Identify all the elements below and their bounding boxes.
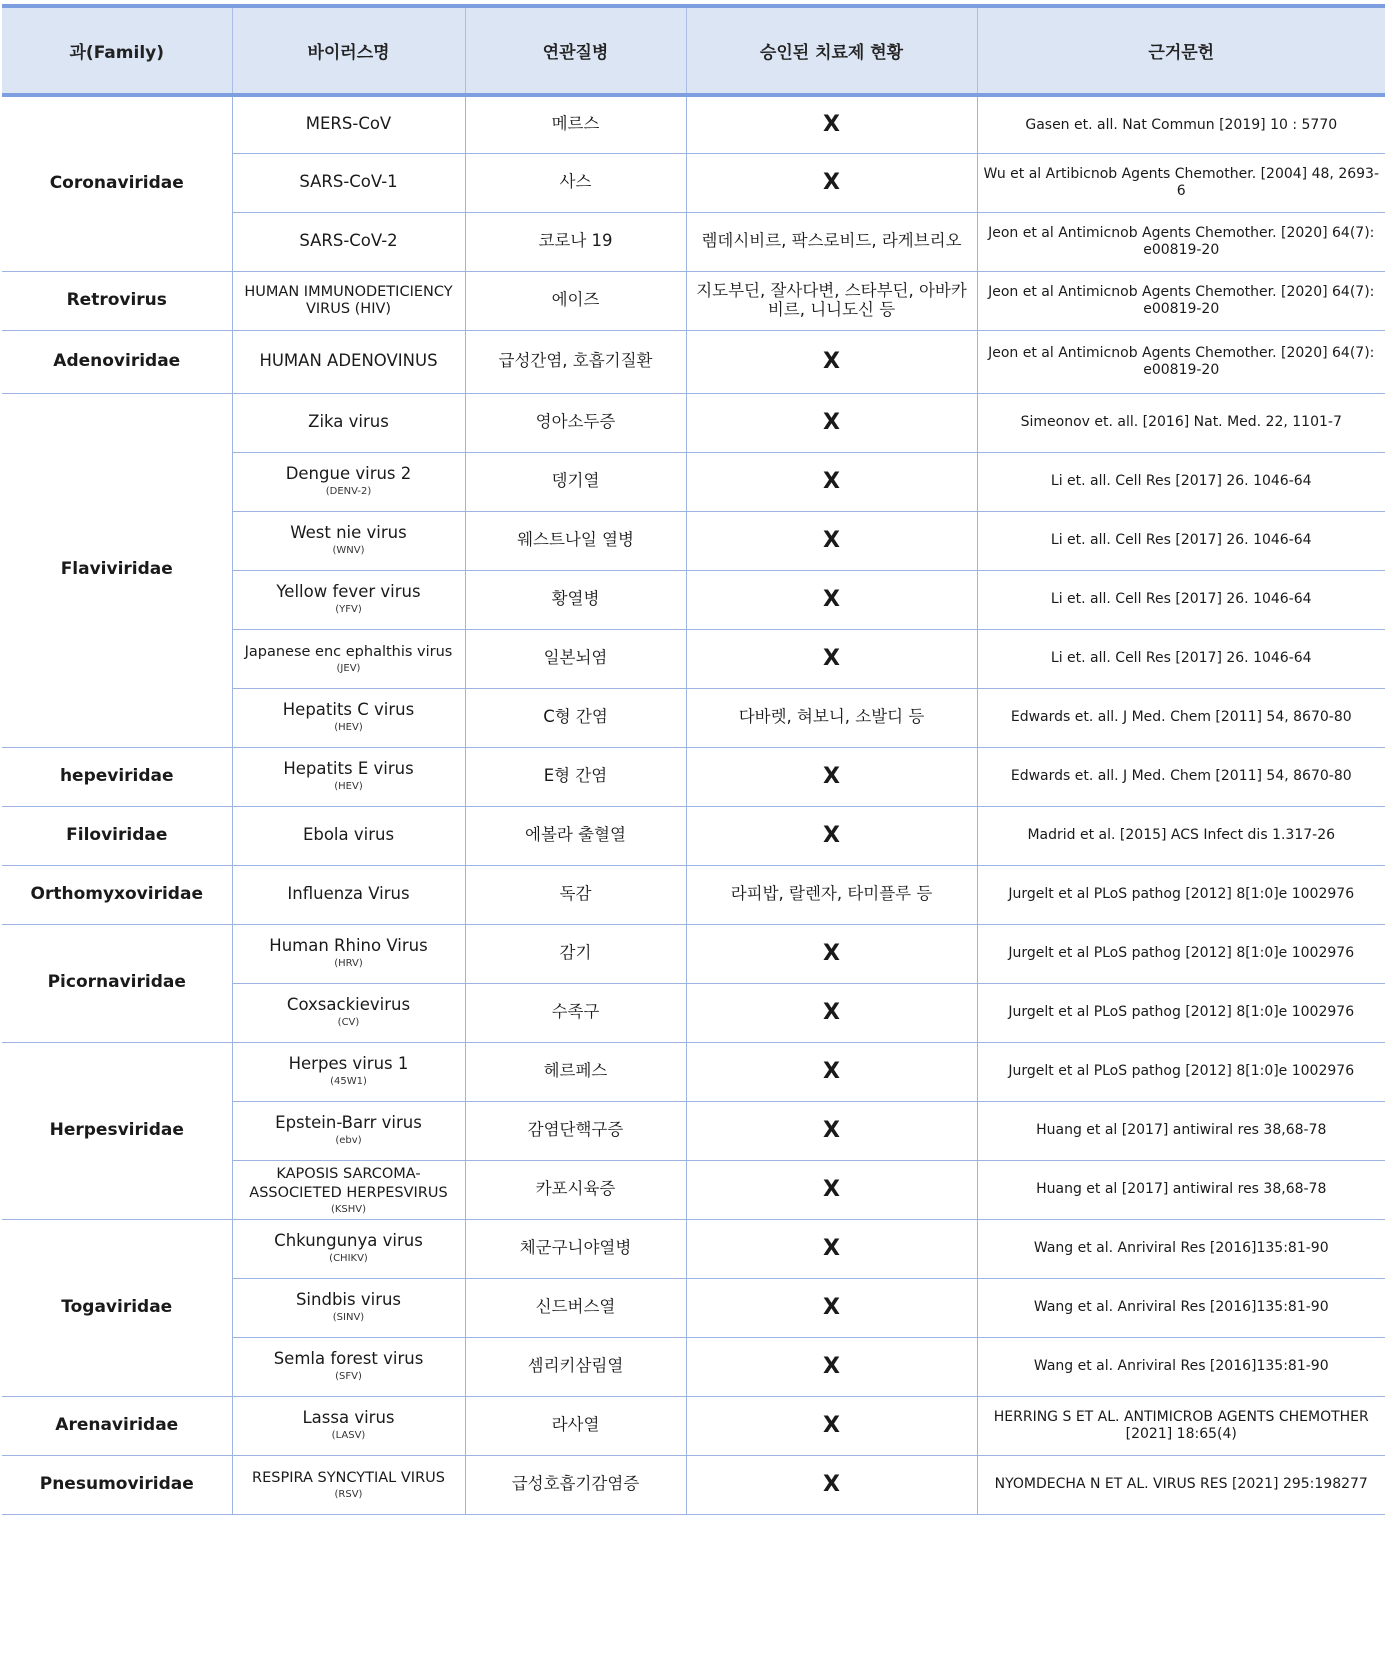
table-row [2,1396,1385,1455]
header-reference: 근거문헌 [977,6,1385,95]
virus-cell: HUMAN ADENOVINUS [232,330,465,393]
reference-cell: Gasen et. all. Nat Commun [2019] 10 : 5770 [977,95,1385,153]
treatment-cell [686,1219,977,1278]
not-approved-mark: X [823,586,840,612]
disease-cell: 에이즈 [465,271,686,330]
table-row [2,1219,1385,1278]
treatment-cell: 지도부딘, 잘사다변, 스타부딘, 아바카비르, 니니도신 등 [686,271,977,330]
family-cell: Togaviridae [2,1219,232,1396]
virus-name: KAPOSIS SARCOMA-ASSOCIETED HERPESVIRUS [249,1165,448,1201]
reference-cell: Wang et al. Anriviral Res [2016]135:81-90 [977,1278,1385,1337]
virus-cell [232,1278,465,1337]
disease-cell: 카포시육증 [465,1160,686,1219]
disease-cell: 체군구니야열병 [465,1219,686,1278]
reference-cell: Jurgelt et al PLoS pathog [2012] 8[1:0]e 1002976 [977,924,1385,983]
table-row [2,393,1385,452]
reference-cell: Huang et al [2017] antiwiral res 38,68-78 [977,1160,1385,1219]
family-cell: Flaviviridae [2,393,232,747]
disease-cell: 일본뇌염 [465,629,686,688]
virus-cell [232,1396,465,1455]
virus-cell [232,1160,465,1219]
treatment-cell [686,983,977,1042]
virus-abbr: (YFV) [335,604,362,616]
virus-cell: Ebola virus [232,806,465,865]
disease-cell: 황열병 [465,570,686,629]
treatment-cell [686,1278,977,1337]
virus-abbr: (SINV) [332,1312,365,1324]
virus-abbr: (SFV) [335,1371,362,1383]
not-approved-mark: X [823,822,840,848]
table-row [2,1455,1385,1514]
not-approved-mark: X [823,1235,840,1261]
virus-abbr: (KSHV) [330,1203,367,1215]
reference-cell: Wang et al. Anriviral Res [2016]135:81-90 [977,1337,1385,1396]
not-approved-mark: X [823,409,840,435]
reference-cell: Edwards et. all. J Med. Chem [2011] 54, 8670-80 [977,688,1385,747]
reference-cell: Jurgelt et al PLoS pathog [2012] 8[1:0]e 1002976 [977,1042,1385,1101]
virus-name: Chkungunya virus [274,1231,423,1251]
virus-abbr: (ebv) [335,1135,362,1147]
virus-abbr: (DENV-2) [325,486,372,498]
reference-cell: Huang et al [2017] antiwiral res 38,68-78 [977,1101,1385,1160]
virus-abbr: (WNV) [332,545,365,557]
virus-cell: Zika virus [232,393,465,452]
reference-cell: Madrid et al. [2015] ACS Infect dis 1.317-26 [977,806,1385,865]
family-cell: Orthomyxoviridae [2,865,232,924]
virus-name: Dengue virus 2 [285,464,412,484]
virus-name: Lassa virus [302,1408,395,1428]
virus-name: Yellow fever virus [276,582,421,602]
family-cell: Herpesviridae [2,1042,232,1219]
virus-abbr: (LASV) [331,1430,366,1442]
virus-table-container [2,4,1385,1515]
disease-cell: 셈리키삼림열 [465,1337,686,1396]
table-row [2,747,1385,806]
not-approved-mark: X [823,1176,840,1202]
not-approved-mark: X [823,468,840,494]
treatment-cell [686,1042,977,1101]
reference-cell: Jeon et al Antimicnob Agents Chemother. [2020] 64(7): e00819-20 [977,212,1385,271]
family-cell: Picornaviridae [2,924,232,1042]
treatment-cell [686,1101,977,1160]
disease-cell: 신드버스열 [465,1278,686,1337]
disease-cell: 수족구 [465,983,686,1042]
treatment-cell [686,570,977,629]
virus-abbr: (CHIKV) [329,1253,368,1265]
virus-cell [232,511,465,570]
family-cell: Filoviridae [2,806,232,865]
treatment-cell [686,747,977,806]
treatment-cell: 라피밥, 랄렌자, 타미플루 등 [686,865,977,924]
header-family: 과(Family) [2,6,232,95]
not-approved-mark: X [823,1294,840,1320]
family-cell: Retrovirus [2,271,232,330]
header-virus: 바이러스명 [232,6,465,95]
not-approved-mark: X [823,999,840,1025]
treatment-cell [686,511,977,570]
virus-cell: HUMAN IMMUNODETICIENCY VIRUS (HIV) [232,271,465,330]
family-cell: hepeviridae [2,747,232,806]
reference-cell: Jurgelt et al PLoS pathog [2012] 8[1:0]e 1002976 [977,865,1385,924]
virus-abbr: (HEV) [334,781,363,793]
disease-cell: 영아소두증 [465,393,686,452]
treatment-cell [686,1337,977,1396]
disease-cell: C형 간염 [465,688,686,747]
family-cell: Pnesumoviridae [2,1455,232,1514]
virus-name: Human Rhino Virus [269,936,428,956]
virus-cell [232,688,465,747]
table-row [2,924,1385,983]
virus-cell [232,570,465,629]
virus-cell: Influenza Virus [232,865,465,924]
treatment-cell [686,1160,977,1219]
reference-cell: Li et. all. Cell Res [2017] 26. 1046-64 [977,629,1385,688]
treatment-cell [686,629,977,688]
disease-cell: 급성호흡기감염증 [465,1455,686,1514]
not-approved-mark: X [823,1058,840,1084]
virus-name: Sindbis virus [295,1290,402,1310]
reference-cell: Wang et al. Anriviral Res [2016]135:81-90 [977,1219,1385,1278]
table-row [2,271,1385,330]
disease-cell: E형 간염 [465,747,686,806]
disease-cell: 헤르페스 [465,1042,686,1101]
virus-name: Coxsackievirus [286,995,411,1015]
not-approved-mark: X [823,763,840,789]
virus-cell [232,629,465,688]
table-row [2,1042,1385,1101]
virus-cell [232,1219,465,1278]
virus-name: Herpes virus 1 [288,1054,409,1074]
virus-cell [232,1101,465,1160]
not-approved-mark: X [823,1117,840,1143]
treatment-cell [686,393,977,452]
disease-cell: 웨스트나일 열병 [465,511,686,570]
treatment-cell: 렘데시비르, 팍스로비드, 라게브리오 [686,212,977,271]
disease-cell: 라사열 [465,1396,686,1455]
virus-cell [232,747,465,806]
not-approved-mark: X [823,940,840,966]
disease-cell: 메르스 [465,95,686,153]
header-treatment: 승인된 치료제 현황 [686,6,977,95]
virus-cell [232,1042,465,1101]
disease-cell: 뎅기열 [465,452,686,511]
virus-abbr: (RSV) [334,1489,363,1501]
not-approved-mark: X [823,1353,840,1379]
table-header-row [2,6,1385,95]
treatment-cell [686,806,977,865]
table-row [2,330,1385,393]
family-cell: Arenaviridae [2,1396,232,1455]
treatment-cell [686,330,977,393]
reference-cell: Li et. all. Cell Res [2017] 26. 1046-64 [977,570,1385,629]
reference-cell: NYOMDECHA N ET AL. VIRUS RES [2021] 295:198277 [977,1455,1385,1514]
disease-cell: 감기 [465,924,686,983]
virus-name: West nie virus [290,523,407,543]
disease-cell: 에볼라 출혈열 [465,806,686,865]
reference-cell: Simeonov et. all. [2016] Nat. Med. 22, 1101-7 [977,393,1385,452]
not-approved-mark: X [823,348,840,374]
disease-cell: 코로나 19 [465,212,686,271]
virus-cell [232,983,465,1042]
table-row [2,95,1385,153]
not-approved-mark: X [823,527,840,553]
disease-cell: 감염단핵구증 [465,1101,686,1160]
reference-cell: Edwards et. all. J Med. Chem [2011] 54, 8670-80 [977,747,1385,806]
family-cell: Coronaviridae [2,95,232,271]
reference-cell: Wu et al Artibicnob Agents Chemother. [2004] 48, 2693-6 [977,153,1385,212]
virus-name: Hepatits C virus [282,700,415,720]
reference-cell: Li et. all. Cell Res [2017] 26. 1046-64 [977,511,1385,570]
reference-cell: HERRING S ET AL. ANTIMICROB AGENTS CHEMOTHER [2021] 18:65(4) [977,1396,1385,1455]
table-row [2,806,1385,865]
treatment-cell [686,1455,977,1514]
virus-abbr: (CV) [337,1017,360,1029]
virus-name: Epstein-Barr virus [275,1113,422,1133]
reference-cell: Li et. all. Cell Res [2017] 26. 1046-64 [977,452,1385,511]
not-approved-mark: X [823,1471,840,1497]
virus-cell: MERS-CoV [232,95,465,153]
virus-cell [232,1455,465,1514]
virus-name: Hepatits E virus [283,759,414,779]
virus-cell: SARS-CoV-2 [232,212,465,271]
not-approved-mark: X [823,169,840,195]
treatment-cell: 다바렛, 혀보니, 소발디 등 [686,688,977,747]
virus-abbr: (JEV) [336,663,361,675]
virus-cell [232,452,465,511]
reference-cell: Jeon et al Antimicnob Agents Chemother. [2020] 64(7): e00819-20 [977,271,1385,330]
virus-cell [232,1337,465,1396]
virus-treatment-table [2,4,1385,1515]
virus-abbr: (45W1) [330,1076,367,1088]
virus-abbr: (HRV) [334,958,363,970]
family-cell: Adenoviridae [2,330,232,393]
reference-cell: Jeon et al Antimicnob Agents Chemother. [2020] 64(7): e00819-20 [977,330,1385,393]
not-approved-mark: X [823,112,840,138]
treatment-cell [686,924,977,983]
treatment-cell [686,452,977,511]
disease-cell: 사스 [465,153,686,212]
header-disease: 연관질병 [465,6,686,95]
treatment-cell [686,153,977,212]
treatment-cell [686,1396,977,1455]
table-row [2,865,1385,924]
disease-cell: 급성간염, 호흡기질환 [465,330,686,393]
virus-cell: SARS-CoV-1 [232,153,465,212]
not-approved-mark: X [823,1412,840,1438]
treatment-cell [686,95,977,153]
virus-name: Semla forest virus [273,1349,424,1369]
disease-cell: 독감 [465,865,686,924]
virus-abbr: (HEV) [334,722,363,734]
virus-name: Japanese enc ephalthis virus [244,644,453,661]
reference-cell: Jurgelt et al PLoS pathog [2012] 8[1:0]e 1002976 [977,983,1385,1042]
not-approved-mark: X [823,645,840,671]
virus-cell [232,924,465,983]
virus-name: RESPIRA SYNCYTIAL VIRUS [252,1470,445,1487]
